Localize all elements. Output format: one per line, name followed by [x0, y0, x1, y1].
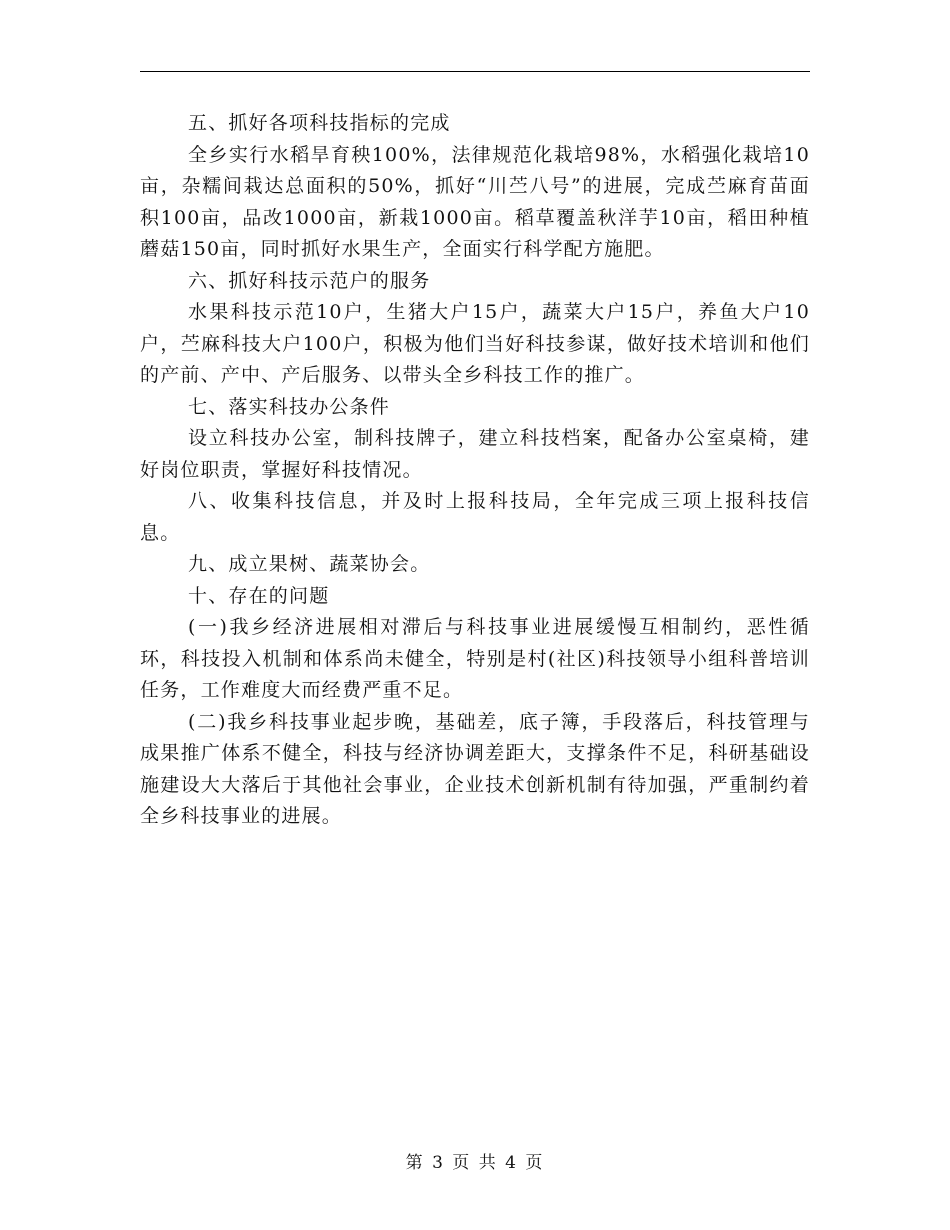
page-number-footer: 第 3 页 共 4 页: [405, 1153, 545, 1173]
section-6-body: 水果科技示范10户，生猪大户15户，蔬菜大户15户，养鱼大户10户，苎麻科技大户100户，积极为他们当好科技参谋，做好技术培训和他们的产前、产中、产后服务、以带头全乡科技工作的推广。: [140, 301, 810, 386]
problem-item-1: (一)我乡经济进展相对滞后与科技事业进展缓慢互相制约，恶性循环，科技投入机制和体系尚未健全，特别是村(社区)科技领导小组科普培训任务，工作难度大而经费严重不足。: [140, 616, 810, 701]
section-heading-10: 十、存在的问题: [188, 584, 330, 607]
section-heading-5: 五、抓好各项科技指标的完成: [188, 112, 451, 134]
section-heading-9: 九、成立果树、蔬菜协会。: [188, 553, 431, 575]
section-heading-8: 八、收集科技信息，并及时上报科技局，全年完成三项上报科技信息。: [140, 490, 810, 544]
document-body: [140, 108, 810, 833]
section-heading-6: 六、抓好科技示范户的服务: [188, 269, 431, 292]
section-7-body: 设立科技办公室，制科技牌子，建立科技档案，配备办公室桌椅，建好岗位职责，掌握好科技情况。: [140, 427, 810, 481]
section-5-body: 全乡实行水稻旱育秧100%，法律规范化栽培98%，水稻强化栽培10亩，杂糯间栽达总面积的50%，抓好“川苎八号”的进展，完成苎麻育苗面积100亩，品改1000亩，新栽1000亩。稻草覆盖秋洋芋10亩，稻田种植蘑菇150亩，同时抓好水果生产，全面实行科学配方施肥。: [140, 143, 810, 260]
problem-item-2: (二)我乡科技事业起步晚，基础差，底子簿，手段落后，科技管理与成果推广体系不健全，科技与经济协调差距大，支撑条件不足，科研基础设施建设大大落后于其他社会事业，企业技术创新机制有待加强，严重制约着全乡科技事业的进展。: [140, 710, 810, 827]
header-rule: [140, 71, 810, 72]
section-heading-7: 七、落实科技办公条件: [188, 395, 391, 418]
